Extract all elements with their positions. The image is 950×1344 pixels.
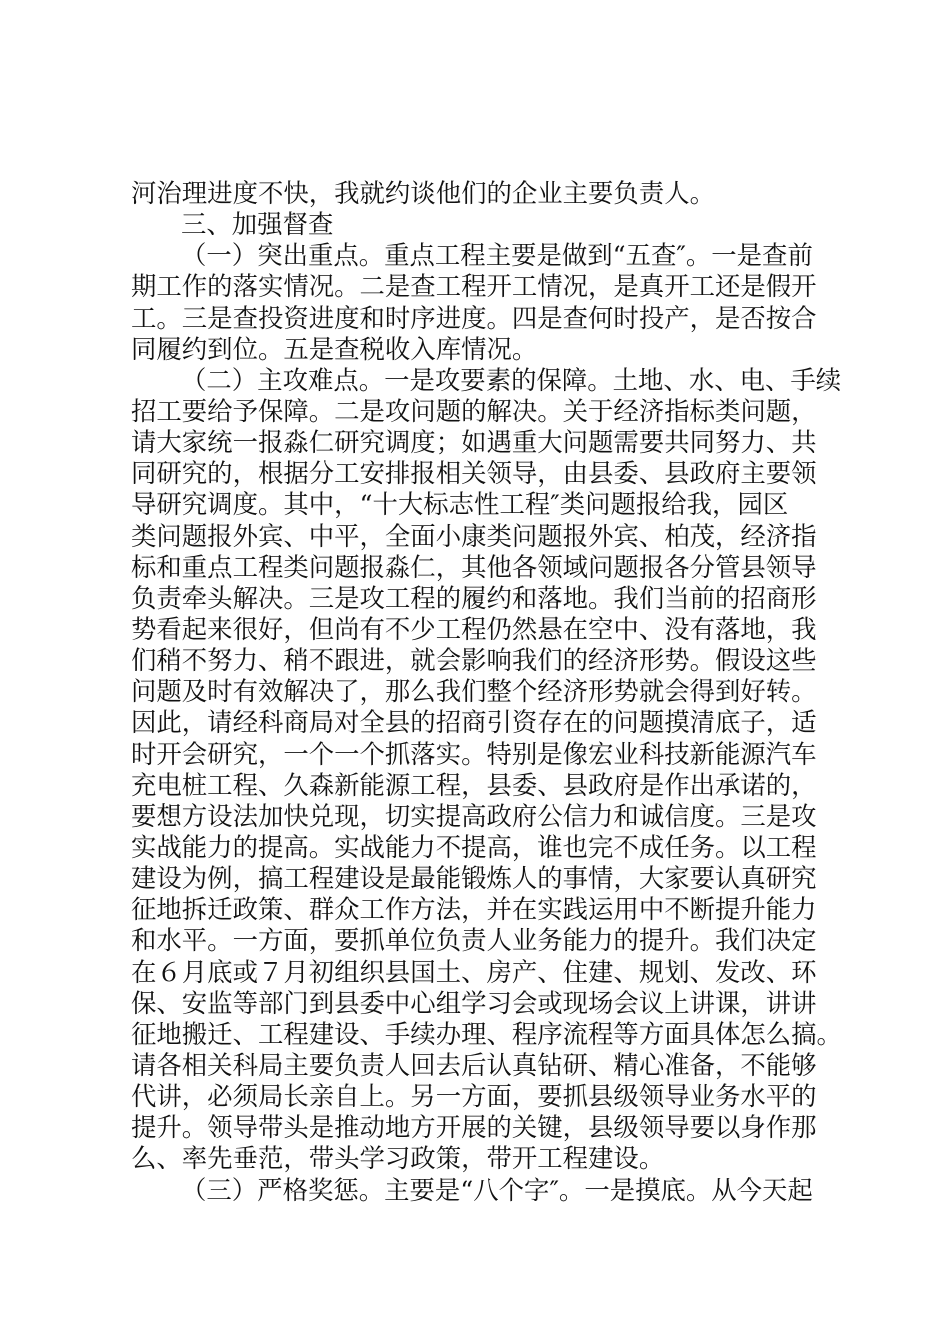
text-line: 问题及时有效解决了，那么我们整个经济形势就会得到好转。: [131, 676, 817, 707]
text-line: 保、安监等部门到县委中心组学习会或现场会议上讲课，讲讲: [131, 987, 817, 1018]
document-page: [131, 178, 842, 1206]
text-line: 标和重点工程类问题报淼仁，其他各领域问题报各分管县领导: [131, 551, 817, 582]
text-line: 请大家统一报淼仁研究调度；如遇重大问题需要共同努力、共: [131, 427, 817, 458]
text-line: 河治理进度不快，我就约谈他们的企业主要负责人。: [131, 178, 715, 208]
text-line: 在６月底或７月初组织县国土、房产、住建、规划、发改、环: [131, 956, 817, 987]
text-line: 势看起来很好，但尚有不少工程仍然悬在空中、没有落地，我: [131, 613, 817, 644]
text-line: 期工作的落实情况。二是查工程开工情况，是真开工还是假开: [131, 271, 817, 302]
text-line: 导研究调度。其中，“十大标志性工程″类问题报给我，园区: [131, 489, 789, 520]
text-line: 工。三是查投资进度和时序进度。四是查何时投产，是否按合: [131, 302, 817, 333]
text-line: 请各相关科局主要负责人回去后认真钻研、精心准备，不能够: [131, 1049, 817, 1080]
paragraph-start: （三）严格奖惩。主要是“八个字″。一是摸底。从今天起: [181, 1174, 813, 1205]
text-line: 征地搬迁、工程建设、手续办理、程序流程等方面具体怎么搞。: [131, 1018, 842, 1049]
text-line: 负责牵头解决。三是攻工程的履约和落地。我们当前的招商形: [131, 582, 817, 613]
text-line: 实战能力的提高。实战能力不提高，谁也完不成任务。以工程: [131, 831, 817, 862]
text-line: 们稍不努力、稍不跟进，就会影响我们的经济形势。假设这些: [131, 645, 817, 676]
text-line: 时开会研究，一个一个抓落实。特别是像宏业科技新能源汽车: [131, 738, 817, 769]
text-line: 同研究的，根据分工安排报相关领导，由县委、县政府主要领: [131, 458, 817, 489]
section-heading: 三、加强督查: [181, 209, 334, 240]
text-line: 代讲，必须局长亲自上。另一方面，要抓县级领导业务水平的: [131, 1081, 817, 1112]
text-line: 征地拆迁政策、群众工作方法，并在实践运用中不断提升能力: [131, 894, 817, 925]
text-line: 建设为例，搞工程建设是最能锻炼人的事情，大家要认真研究: [131, 863, 817, 894]
text-line: 类问题报外宾、中平，全面小康类问题报外宾、柏茂，经济指: [131, 520, 817, 551]
text-line: 因此，请经科商局对全县的招商引资存在的问题摸清底子，适: [131, 707, 817, 738]
paragraph-start: （二）主攻难点。一是攻要素的保障。土地、水、电、手续: [181, 364, 842, 395]
text-line: 要想方设法加快兑现，切实提高政府公信力和诚信度。三是攻: [131, 800, 817, 831]
paragraph-start: （一）突出重点。重点工程主要是做到“五查″。一是查前: [181, 240, 813, 271]
text-line: 同履约到位。五是查税收入库情况。: [131, 333, 538, 364]
text-line: 招工要给予保障。二是攻问题的解决。关于经济指标类问题，: [131, 395, 817, 426]
text-line: 提升。领导带头是推动地方开展的关键，县级领导要以身作那: [131, 1112, 817, 1143]
text-line: 么、率先垂范，带头学习政策，带开工程建设。: [131, 1143, 665, 1174]
text-line: 充电桩工程、久森新能源工程，县委、县政府是作出承诺的，: [131, 769, 817, 800]
text-line: 和水平。一方面，要抓单位负责人业务能力的提升。我们决定: [131, 925, 817, 956]
